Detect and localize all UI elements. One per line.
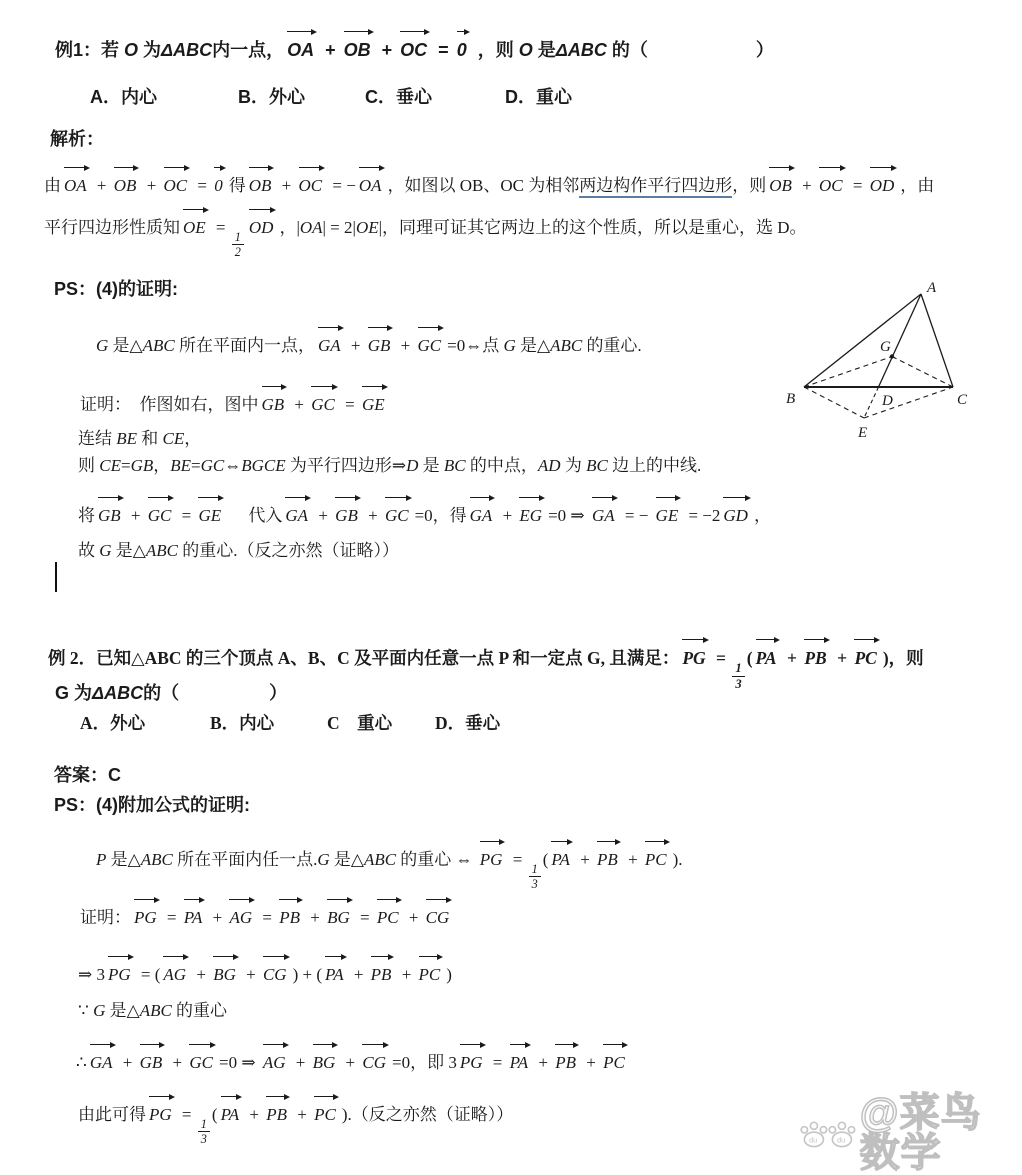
text-cursor[interactable]: [55, 562, 57, 592]
watermark-handle: @菜鸟数学: [859, 1091, 982, 1175]
triangle-figure: [780, 272, 1015, 452]
option-c: C 重心: [327, 713, 393, 733]
ps2-statement: P 是△ABC 所在平面内任一点.G 是△ABC 的重心 ⇔ PG = $\frac{1}{3}$ ( PA + PB + PC ).: [96, 840, 683, 891]
ps2-proof-line-4: ∴ GA + GB + GC =0 ⇒ AG + BG + CG =0，即 3 PG = PA + PB + PC: [76, 1043, 631, 1076]
ps2-label: PS：(4)附加公式的证明:: [54, 795, 251, 815]
analysis-line-2: 平行四边形性质知 OE = $\frac{1}{2}$ OD ，|OA| = 2|OE|，同理可证其它两边上的这个性质，所以是重心，选 D。: [44, 208, 807, 259]
example1-options: [0, 84, 1022, 108]
paw-icon: [826, 1111, 858, 1155]
example2-title-line-2: G 为ΔABC的（ ）: [55, 683, 288, 703]
ps2-proof-line-1: 证明： PG = PA + AG = PB + BG = PC + CG: [80, 898, 455, 931]
watermark: [798, 1093, 1022, 1173]
analysis-line-1: 由 OA + OB + OC = 0 得 OB + OC = − OA ，如图以 OB、OC 为相邻两边构作平行四边形，则 OB + OC = OD ，由: [44, 166, 934, 199]
label-vertex-b: B: [786, 391, 796, 407]
analysis-label: 解析：: [50, 129, 104, 149]
edge-ab: [804, 294, 921, 387]
label-vertex-a: A: [927, 280, 937, 296]
ps1-proof-line-4: 将 GB + GC = GE 代入 GA + GB + GC =0，得 GA + EG =0 ⇒ GA = − GE = −2 GD ，: [78, 496, 771, 529]
label-point-g: G: [880, 339, 891, 355]
paw-text: du: [836, 1136, 845, 1145]
ps1-label: PS：(4)的证明:: [54, 279, 179, 299]
ps1-proof-line-3: 则 CE=GB，BE=GC⇔BGCE 为平行四边形⇒D 是 BC 的中点，AD 为 BC 边上的中线.: [78, 456, 702, 475]
edge-bg: [804, 357, 892, 388]
label-point-e: E: [858, 425, 868, 441]
ps2-proof-line-3: ∵ G 是△ABC 的重心: [78, 1001, 228, 1020]
paw-text: du: [809, 1136, 818, 1145]
label-point-d: D: [882, 393, 893, 409]
example2-title-line-1: 例 2．已知△ABC 的三个顶点 A、B、C 及平面内任意一点 P 和一定点 G, 且满足： PG = $\frac{1}{3}$ ( PA + PB + PC )，则: [48, 638, 924, 691]
ps1-proof-line-1: 证明： 作图如右，图中 GB + GC = GE: [80, 385, 391, 418]
option-b: B．外心: [238, 87, 305, 107]
answer-label: 答案：C: [54, 765, 121, 785]
option-b: B．内心: [210, 713, 275, 733]
option-a: A．内心: [90, 87, 157, 107]
option-c: C．垂心: [365, 87, 432, 107]
option-d: D．重心: [505, 87, 572, 107]
edge-ec: [864, 387, 953, 418]
ps2-proof-line-5: 由此可得 PG = $\frac{1}{3}$ ( PA + PB + PC ).（反之亦然（证略））: [78, 1095, 513, 1146]
example1-title: 例1：若 O 为ΔABC内一点， OA + OB + OC = 0 ，则 O 是ΔABC 的（ ）: [55, 30, 774, 64]
option-d: D．垂心: [435, 713, 501, 733]
ps1-proof-line-2: 连结 BE 和 CE，: [78, 429, 202, 448]
option-a: A．外心: [80, 713, 146, 733]
ps2-proof-line-2: ⇒ 3 PG = ( AG + BG + CG ) + ( PA + PB + PC ): [78, 955, 452, 988]
ps1-proof-line-5: 故 G 是△ABC 的重心.（反之亦然（证略））: [78, 541, 399, 560]
edge-be: [804, 387, 864, 418]
example2-options: [0, 710, 1022, 734]
ps1-statement: G 是△ABC 所在平面内一点， GA + GB + GC =0⇔点 G 是△ABC 的重心.: [96, 326, 642, 359]
label-vertex-c: C: [957, 392, 968, 408]
